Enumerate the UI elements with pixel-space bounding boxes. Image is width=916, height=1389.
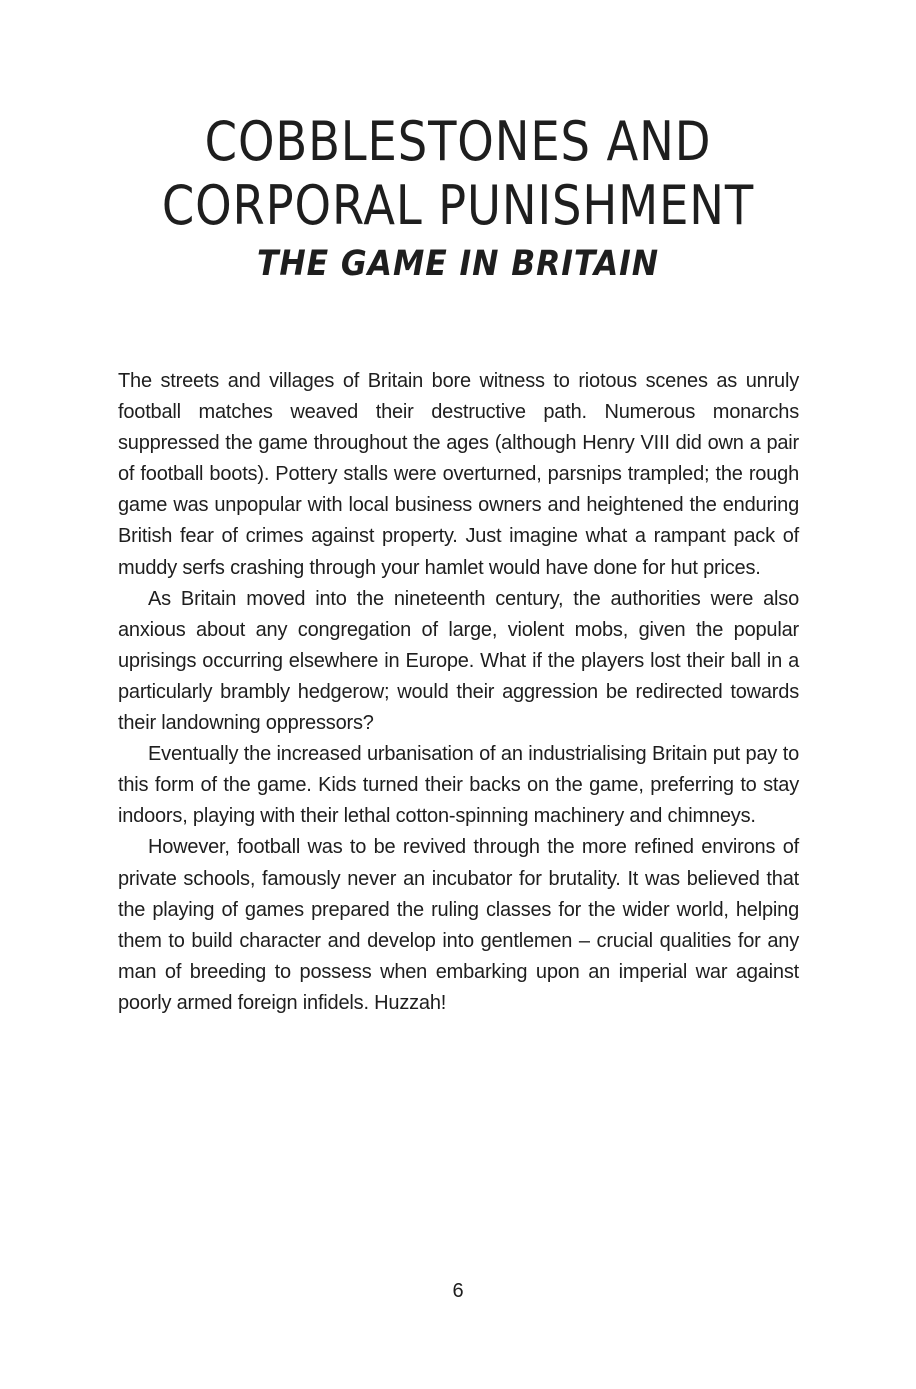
paragraph: The streets and villages of Britain bore witness to riotous scenes as unruly football matches weaved their destructive path. Numerous monarchs suppressed the game throughout the ages (although Henry VIII did own a pair of football boots). Pottery stalls were overturned, parsnips trampled; the rough game was unpopular with local business owners and heightened the enduring British fear of crimes against property. Just imagine what a rampant pack of muddy serfs crashing through your hamlet would have done for hut prices. — [118, 370, 799, 579]
paragraph: Eventually the increased urbanisation of an industrialising Britain put pay to this form of the game. Kids turned their backs on the game, preferring to stay indoors, playing with their lethal cotton-spinning machinery and chimneys. — [118, 743, 799, 828]
body-text — [118, 366, 799, 1019]
chapter-subtitle: THE GAME IN BRITAIN — [256, 244, 660, 284]
chapter-title — [64, 110, 852, 238]
page-number: 6 — [452, 1280, 464, 1302]
paragraph: However, football was to be revived through the more refined environs of private schools, famously never an incubator for brutality. It was believed that the playing of games prepared the ruling classes for the wider world, helping them to build character and develop into gentlemen – crucial qualities for any man of breeding to possess when embarking upon an imperial war against poorly armed foreign infidels. Huzzah! — [118, 836, 799, 1014]
paragraph: As Britain moved into the nineteenth century, the authorities were also anxious about any congregation of large, violent mobs, given the popular uprisings occurring elsewhere in Europe. What if the players lost their ball in a particularly brambly hedgerow; would their aggression be redirected towards their landowning oppressors? — [118, 587, 799, 735]
chapter-title-line-2: CORPORAL PUNISHMENT — [161, 174, 755, 237]
chapter-title-line-1: COBBLESTONES AND — [204, 110, 712, 173]
